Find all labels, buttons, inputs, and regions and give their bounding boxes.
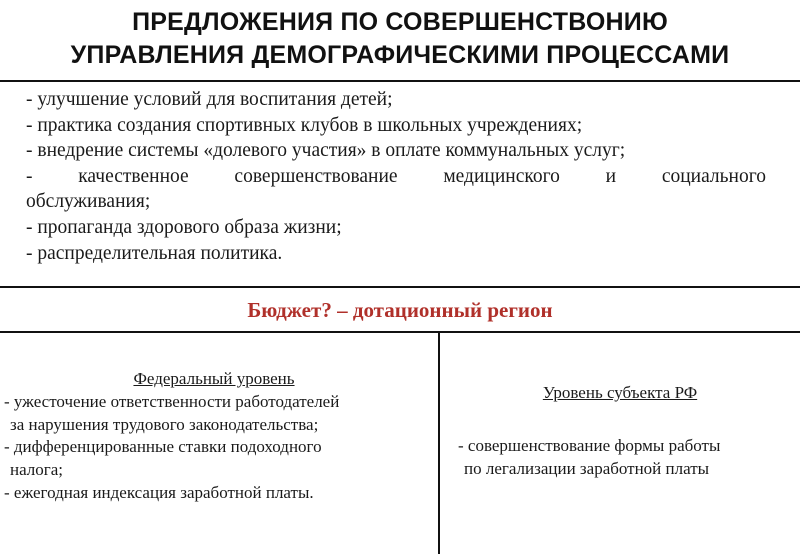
page-title	[0, 6, 800, 72]
federal-line: - ежегодная индексация заработной платы.	[4, 482, 314, 502]
subject-line: - совершенствование формы работы	[458, 436, 721, 455]
subject-line: по легализации заработной платы	[464, 459, 710, 478]
federal-line: налога;	[10, 460, 64, 480]
subject-level-heading: Уровень субъекта РФ	[542, 383, 698, 402]
federal-line: за нарушения трудового законодательства;	[10, 414, 319, 434]
federal-line: - дифференцированные ставки подоходного	[4, 437, 322, 457]
title-line-2: УПРАВЛЕНИЯ ДЕМОГРАФИЧЕСКИМИ ПРОЦЕССАМИ	[70, 41, 730, 69]
title-line-1: ПРЕДЛОЖЕНИЯ ПО СОВЕРШЕНСТВОНИЮ	[132, 8, 668, 36]
proposal-item: - улучшение условий для воспитания детей;	[26, 89, 393, 110]
federal-level-block	[4, 368, 424, 505]
proposal-item: - качественное совершенствование медицинского и социального	[26, 165, 766, 187]
proposal-item: - внедрение системы «долевого участия» в оплате коммунальных услуг;	[26, 140, 626, 162]
divider-bottom	[0, 331, 800, 333]
divider-middle	[0, 286, 800, 288]
proposals-list	[26, 87, 766, 266]
subject-level-block	[458, 434, 798, 480]
proposal-item: - пропаганда здорового образа жизни;	[26, 216, 342, 238]
divider-top	[0, 80, 800, 82]
federal-level-heading: Федеральный уровень	[133, 369, 295, 388]
proposal-item-continuation: обслуживания;	[26, 191, 151, 213]
divider-vertical	[438, 331, 440, 554]
proposal-item: - практика создания спортивных клубов в школьных учреждениях;	[26, 114, 583, 136]
budget-label: Бюджет? – дотационный регион	[247, 298, 553, 322]
federal-line: - ужесточение ответственности работодателей	[4, 391, 340, 411]
proposal-item: - распределительная политика.	[26, 242, 283, 264]
